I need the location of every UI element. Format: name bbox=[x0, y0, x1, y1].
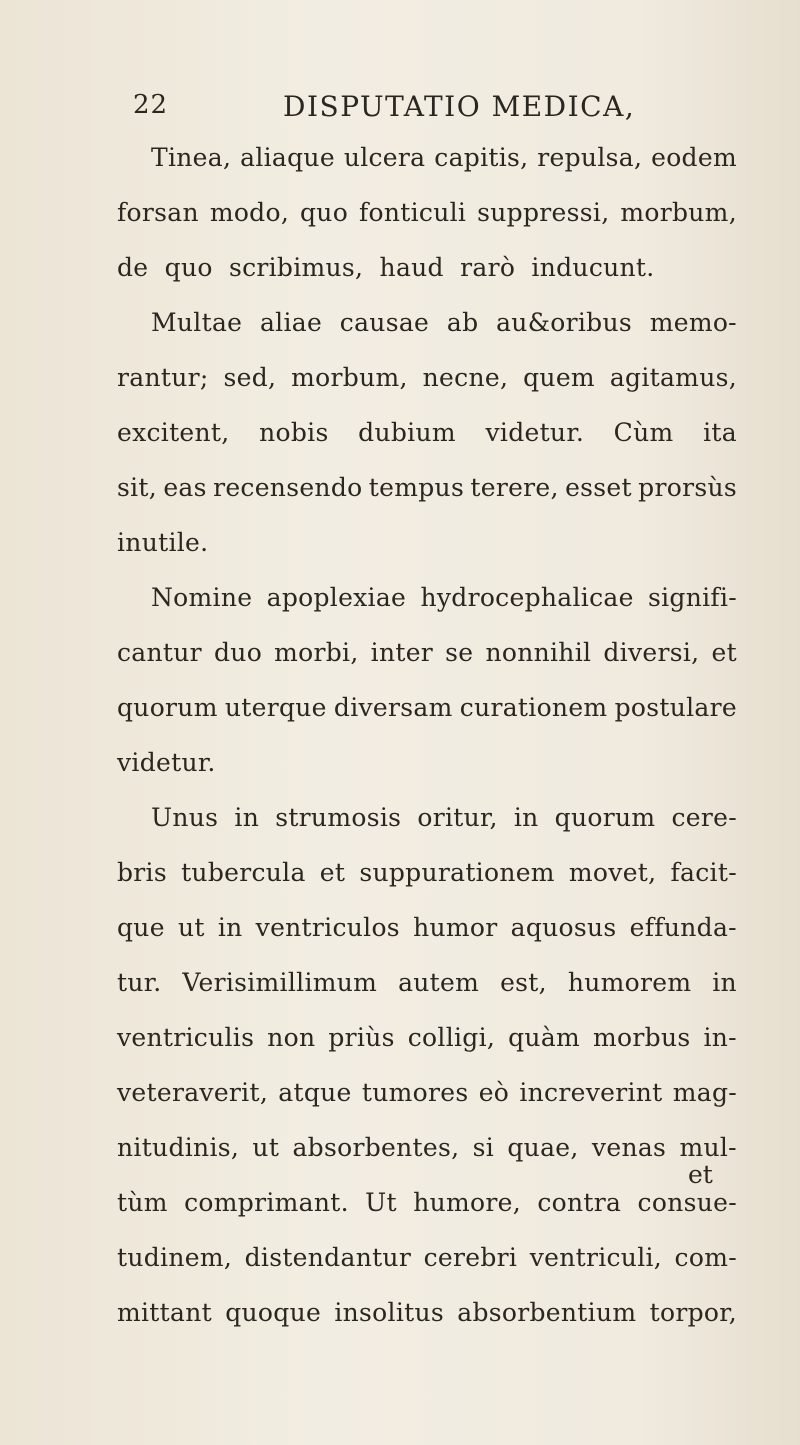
word: recensendo bbox=[213, 473, 363, 502]
word: diversam bbox=[333, 693, 453, 722]
word: forsan bbox=[117, 198, 199, 227]
word: tùm bbox=[117, 1188, 168, 1217]
word: ulcera bbox=[343, 143, 426, 172]
text-line bbox=[117, 735, 737, 790]
word: nobis bbox=[259, 418, 329, 447]
text-line bbox=[117, 185, 737, 240]
word: uterque bbox=[224, 693, 327, 722]
word: absorbentium bbox=[457, 1298, 637, 1327]
word: quae, bbox=[507, 1133, 579, 1162]
word: si bbox=[472, 1133, 495, 1162]
text-line bbox=[117, 405, 737, 460]
text-line bbox=[117, 680, 737, 735]
word: torpor, bbox=[649, 1298, 737, 1327]
word: ventriculi, bbox=[529, 1243, 663, 1272]
word: ab bbox=[446, 308, 479, 337]
word: dubium bbox=[358, 418, 456, 447]
text-line bbox=[117, 1285, 737, 1340]
text-line bbox=[117, 570, 737, 625]
word: tur. bbox=[117, 968, 162, 997]
page-header bbox=[133, 90, 653, 130]
word: cantur bbox=[117, 638, 202, 667]
word: humore, bbox=[413, 1188, 521, 1217]
word: cerebri bbox=[423, 1243, 518, 1272]
word: se bbox=[445, 638, 474, 667]
word: eodem bbox=[651, 143, 737, 172]
word: Nomine bbox=[151, 583, 253, 612]
word: quo bbox=[300, 198, 349, 227]
word: modo, bbox=[209, 198, 290, 227]
word: facit- bbox=[670, 858, 737, 887]
word: Cùm bbox=[613, 418, 674, 447]
word: veteraverit, bbox=[117, 1078, 269, 1107]
word: repulsa, bbox=[537, 143, 643, 172]
text-line bbox=[117, 625, 737, 680]
word: aliae bbox=[259, 308, 323, 337]
word: in bbox=[217, 913, 243, 942]
word: et bbox=[319, 858, 346, 887]
word: cere- bbox=[671, 803, 737, 832]
word: prorsùs bbox=[638, 473, 737, 502]
word: tudinem, bbox=[117, 1243, 233, 1272]
word: memo- bbox=[649, 308, 737, 337]
word: duo bbox=[213, 638, 263, 667]
text-line bbox=[117, 1010, 737, 1065]
word: videtur. bbox=[485, 418, 585, 447]
word: increverint bbox=[519, 1078, 663, 1107]
word: oritur, bbox=[417, 803, 498, 832]
word: humor bbox=[413, 913, 498, 942]
word: signifi- bbox=[647, 583, 737, 612]
word: sed, bbox=[223, 363, 277, 392]
word: in bbox=[712, 968, 737, 997]
word: priùs bbox=[328, 1023, 395, 1052]
word: est, bbox=[500, 968, 547, 997]
word: in bbox=[513, 803, 539, 832]
word: com- bbox=[674, 1243, 737, 1272]
word: eas bbox=[163, 473, 207, 502]
word: morbus bbox=[593, 1023, 691, 1052]
word: fonticuli bbox=[358, 198, 467, 227]
word: suppurationem bbox=[359, 858, 555, 887]
text-line bbox=[117, 790, 737, 845]
word: Multae bbox=[151, 308, 243, 337]
word: venas bbox=[591, 1133, 667, 1162]
body-text bbox=[117, 130, 737, 1340]
catchword: et bbox=[688, 1160, 713, 1189]
word: excitent, bbox=[117, 418, 230, 447]
word: causae bbox=[339, 308, 430, 337]
word: Verisimillimum bbox=[182, 968, 378, 997]
word: Tinea, bbox=[151, 143, 232, 172]
text-line-content: inutile. bbox=[117, 528, 209, 557]
word: suppressi, bbox=[477, 198, 610, 227]
word: humorem bbox=[567, 968, 692, 997]
word: ventriculis bbox=[117, 1023, 255, 1052]
text-line bbox=[117, 1065, 737, 1120]
word: tempus bbox=[368, 473, 465, 502]
word: nitudinis, bbox=[117, 1133, 240, 1162]
word: Unus bbox=[151, 803, 219, 832]
page-number: 22 bbox=[133, 90, 169, 120]
word: sit, bbox=[117, 473, 158, 502]
word: consue- bbox=[637, 1188, 737, 1217]
word: quem bbox=[523, 363, 595, 392]
text-line bbox=[117, 295, 737, 350]
word: aliaque bbox=[240, 143, 335, 172]
text-line bbox=[117, 515, 737, 570]
word: curationem bbox=[459, 693, 608, 722]
text-line-content: de quo scribimus, haud rarò inducunt. bbox=[117, 253, 655, 282]
word: morbum, bbox=[620, 198, 737, 227]
text-line bbox=[117, 845, 737, 900]
word: mul- bbox=[679, 1133, 737, 1162]
word: apoplexiae bbox=[266, 583, 407, 612]
text-line bbox=[117, 460, 737, 515]
word: ut bbox=[252, 1133, 280, 1162]
word: quoque bbox=[225, 1298, 322, 1327]
word: et bbox=[711, 638, 737, 667]
word: que bbox=[117, 913, 165, 942]
text-line bbox=[117, 130, 737, 185]
word: tumores bbox=[361, 1078, 469, 1107]
text-line bbox=[117, 350, 737, 405]
word: rantur; bbox=[117, 363, 209, 392]
text-line bbox=[117, 1120, 737, 1175]
word: tubercula bbox=[181, 858, 306, 887]
word: postulare bbox=[614, 693, 737, 722]
running-head: DISPUTATIO MEDICA, bbox=[283, 90, 636, 123]
word: ita bbox=[703, 418, 737, 447]
word: comprimant. bbox=[184, 1188, 349, 1217]
text-line bbox=[117, 240, 737, 295]
word: capitis, bbox=[434, 143, 529, 172]
word: absorbentes, bbox=[292, 1133, 460, 1162]
text-line bbox=[117, 1230, 737, 1285]
word: effunda- bbox=[629, 913, 737, 942]
word: in bbox=[234, 803, 260, 832]
word: strumosis bbox=[275, 803, 402, 832]
word: necne, bbox=[422, 363, 509, 392]
word: terere, bbox=[470, 473, 559, 502]
word: quorum bbox=[554, 803, 656, 832]
word: nonnihil bbox=[485, 638, 592, 667]
word: agitamus, bbox=[609, 363, 737, 392]
word: insolitus bbox=[334, 1298, 444, 1327]
word: mittant bbox=[117, 1298, 212, 1327]
word: non bbox=[267, 1023, 316, 1052]
word: quorum bbox=[117, 693, 218, 722]
word: ventriculos bbox=[255, 913, 400, 942]
word: distendantur bbox=[244, 1243, 412, 1272]
text-line bbox=[117, 955, 737, 1010]
text-line bbox=[117, 900, 737, 955]
word: colligi, bbox=[407, 1023, 496, 1052]
word: ut bbox=[177, 913, 205, 942]
text-line bbox=[117, 1175, 737, 1230]
word: bris bbox=[117, 858, 167, 887]
word: esset bbox=[565, 473, 632, 502]
word: quàm bbox=[508, 1023, 581, 1052]
word: mag- bbox=[672, 1078, 737, 1107]
word: morbum, bbox=[291, 363, 408, 392]
word: autem bbox=[398, 968, 480, 997]
word: aquosus bbox=[510, 913, 617, 942]
word: movet, bbox=[568, 858, 657, 887]
word: in- bbox=[703, 1023, 737, 1052]
text-line-content: videtur. bbox=[117, 748, 216, 777]
word: au&oribus bbox=[496, 308, 632, 337]
word: atque bbox=[278, 1078, 352, 1107]
word: hydrocephalicae bbox=[420, 583, 634, 612]
word: contra bbox=[537, 1188, 622, 1217]
word: eò bbox=[478, 1078, 510, 1107]
word: Ut bbox=[365, 1188, 397, 1217]
word: inter bbox=[370, 638, 434, 667]
word: diversi, bbox=[603, 638, 700, 667]
word: morbi, bbox=[274, 638, 359, 667]
